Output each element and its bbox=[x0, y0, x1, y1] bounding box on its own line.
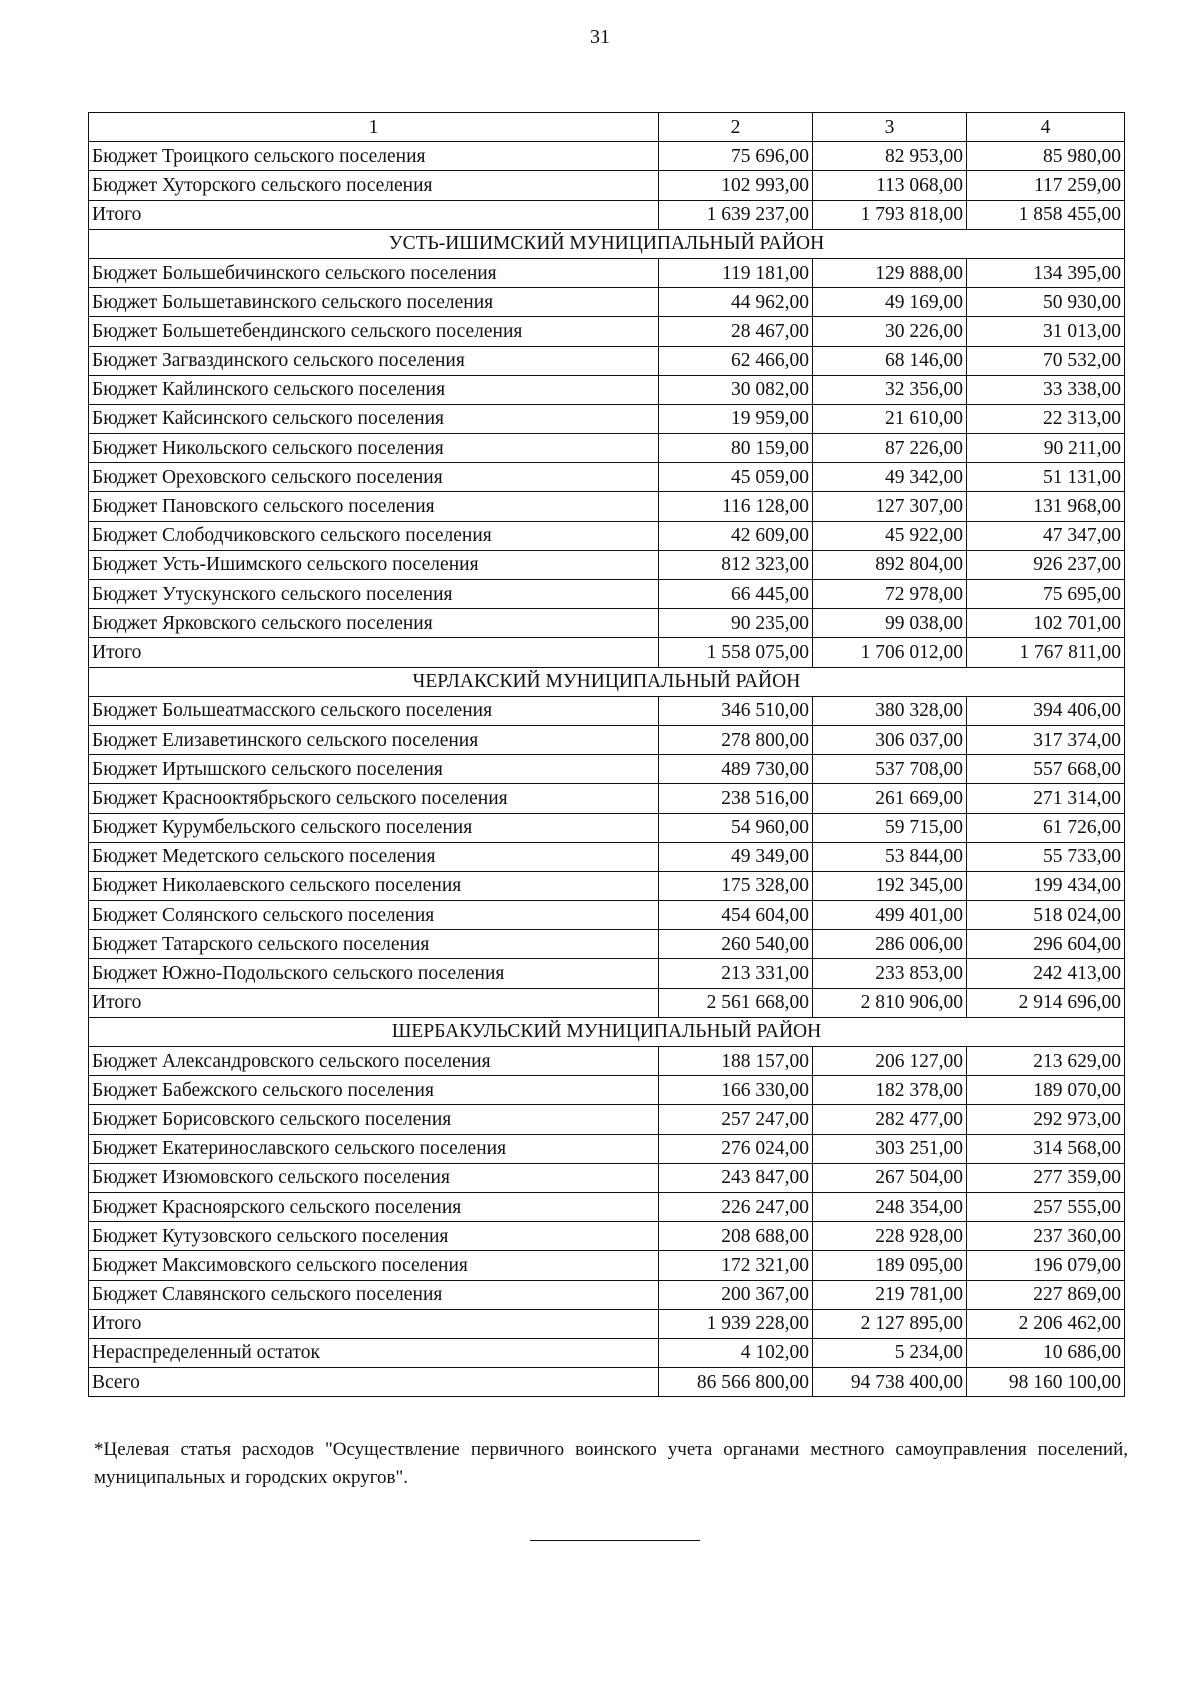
amount-cell: 208 688,00 bbox=[659, 1222, 813, 1251]
amount-cell: 200 367,00 bbox=[659, 1280, 813, 1309]
amount-cell: 117 259,00 bbox=[967, 171, 1125, 200]
table-row bbox=[89, 580, 1125, 609]
column-header: 1 bbox=[89, 113, 659, 142]
table-row bbox=[89, 1076, 1125, 1105]
section-row bbox=[89, 1017, 1125, 1046]
table-row bbox=[89, 1105, 1125, 1134]
amount-cell: 2 810 906,00 bbox=[813, 988, 967, 1017]
amount-cell: 812 323,00 bbox=[659, 550, 813, 579]
amount-cell: 1 767 811,00 bbox=[967, 638, 1125, 667]
amount-cell: 49 349,00 bbox=[659, 842, 813, 871]
amount-cell: 261 669,00 bbox=[813, 784, 967, 813]
amount-cell: 28 467,00 bbox=[659, 317, 813, 346]
amount-cell: 1 558 075,00 bbox=[659, 638, 813, 667]
amount-cell: 21 610,00 bbox=[813, 404, 967, 433]
budget-name-cell: Итого bbox=[89, 638, 659, 667]
amount-cell: 94 738 400,00 bbox=[813, 1368, 967, 1397]
amount-cell: 113 068,00 bbox=[813, 171, 967, 200]
amount-cell: 55 733,00 bbox=[967, 842, 1125, 871]
amount-cell: 42 609,00 bbox=[659, 521, 813, 550]
amount-cell: 5 234,00 bbox=[813, 1338, 967, 1367]
amount-cell: 98 160 100,00 bbox=[967, 1368, 1125, 1397]
amount-cell: 454 604,00 bbox=[659, 901, 813, 930]
amount-cell: 248 354,00 bbox=[813, 1192, 967, 1221]
amount-cell: 10 686,00 bbox=[967, 1338, 1125, 1367]
amount-cell: 199 434,00 bbox=[967, 871, 1125, 900]
amount-cell: 30 226,00 bbox=[813, 317, 967, 346]
amount-cell: 317 374,00 bbox=[967, 725, 1125, 754]
budget-name-cell: Бюджет Краснооктябрьского сельского поселения bbox=[89, 784, 659, 813]
amount-cell: 557 668,00 bbox=[967, 755, 1125, 784]
amount-cell: 1 939 228,00 bbox=[659, 1309, 813, 1338]
amount-cell: 257 247,00 bbox=[659, 1105, 813, 1134]
amount-cell: 85 980,00 bbox=[967, 142, 1125, 171]
section-row bbox=[89, 229, 1125, 258]
amount-cell: 226 247,00 bbox=[659, 1192, 813, 1221]
budget-name-cell: Бюджет Екатеринославского сельского поселения bbox=[89, 1134, 659, 1163]
amount-cell: 489 730,00 bbox=[659, 755, 813, 784]
amount-cell: 213 331,00 bbox=[659, 959, 813, 988]
table-row bbox=[89, 1192, 1125, 1221]
amount-cell: 44 962,00 bbox=[659, 288, 813, 317]
budget-name-cell: Бюджет Южно-Подольского сельского поселения bbox=[89, 959, 659, 988]
table-row bbox=[89, 696, 1125, 725]
amount-cell: 303 251,00 bbox=[813, 1134, 967, 1163]
closing-rule bbox=[530, 1540, 700, 1541]
budget-name-cell: Бюджет Кайлинского сельского поселения bbox=[89, 375, 659, 404]
budget-name-cell: Бюджет Татарского сельского поселения bbox=[89, 930, 659, 959]
amount-cell: 2 914 696,00 bbox=[967, 988, 1125, 1017]
table-row bbox=[89, 550, 1125, 579]
budget-name-cell: Бюджет Троицкого сельского поселения bbox=[89, 142, 659, 171]
table-row bbox=[89, 346, 1125, 375]
table-row bbox=[89, 142, 1125, 171]
table-row bbox=[89, 609, 1125, 638]
amount-cell: 80 159,00 bbox=[659, 434, 813, 463]
amount-cell: 32 356,00 bbox=[813, 375, 967, 404]
budget-name-cell: Бюджет Ярковского сельского поселения bbox=[89, 609, 659, 638]
amount-cell: 278 800,00 bbox=[659, 725, 813, 754]
amount-cell: 2 561 668,00 bbox=[659, 988, 813, 1017]
amount-cell: 189 095,00 bbox=[813, 1251, 967, 1280]
amount-cell: 31 013,00 bbox=[967, 317, 1125, 346]
table-row bbox=[89, 1163, 1125, 1192]
amount-cell: 66 445,00 bbox=[659, 580, 813, 609]
table-row bbox=[89, 375, 1125, 404]
budget-name-cell: Бюджет Пановского сельского поселения bbox=[89, 492, 659, 521]
table-row bbox=[89, 871, 1125, 900]
table-row bbox=[89, 813, 1125, 842]
amount-cell: 394 406,00 bbox=[967, 696, 1125, 725]
amount-cell: 892 804,00 bbox=[813, 550, 967, 579]
table-row bbox=[89, 901, 1125, 930]
budget-name-cell: Бюджет Большебичинского сельского поселения bbox=[89, 258, 659, 287]
amount-cell: 4 102,00 bbox=[659, 1338, 813, 1367]
amount-cell: 182 378,00 bbox=[813, 1076, 967, 1105]
amount-cell: 1 858 455,00 bbox=[967, 200, 1125, 229]
table-row bbox=[89, 492, 1125, 521]
budget-name-cell: Итого bbox=[89, 988, 659, 1017]
table-row bbox=[89, 1338, 1125, 1367]
amount-cell: 49 169,00 bbox=[813, 288, 967, 317]
budget-name-cell: Всего bbox=[89, 1368, 659, 1397]
amount-cell: 62 466,00 bbox=[659, 346, 813, 375]
column-header: 3 bbox=[813, 113, 967, 142]
table-row bbox=[89, 1280, 1125, 1309]
amount-cell: 292 973,00 bbox=[967, 1105, 1125, 1134]
column-header: 2 bbox=[659, 113, 813, 142]
amount-cell: 33 338,00 bbox=[967, 375, 1125, 404]
amount-cell: 206 127,00 bbox=[813, 1047, 967, 1076]
budget-name-cell: Бюджет Медетского сельского поселения bbox=[89, 842, 659, 871]
amount-cell: 238 516,00 bbox=[659, 784, 813, 813]
table-row bbox=[89, 755, 1125, 784]
budget-name-cell: Бюджет Ореховского сельского поселения bbox=[89, 463, 659, 492]
budget-name-cell: Бюджет Большетебендинского сельского поселения bbox=[89, 317, 659, 346]
table-row bbox=[89, 317, 1125, 346]
amount-cell: 166 330,00 bbox=[659, 1076, 813, 1105]
table-row bbox=[89, 1309, 1125, 1338]
budget-name-cell: Бюджет Борисовского сельского поселения bbox=[89, 1105, 659, 1134]
amount-cell: 260 540,00 bbox=[659, 930, 813, 959]
budget-table bbox=[88, 112, 1125, 1397]
budget-name-cell: Бюджет Александровского сельского поселения bbox=[89, 1047, 659, 1076]
amount-cell: 192 345,00 bbox=[813, 871, 967, 900]
amount-cell: 286 006,00 bbox=[813, 930, 967, 959]
amount-cell: 172 321,00 bbox=[659, 1251, 813, 1280]
budget-name-cell: Бюджет Максимовского сельского поселения bbox=[89, 1251, 659, 1280]
amount-cell: 86 566 800,00 bbox=[659, 1368, 813, 1397]
table-row bbox=[89, 434, 1125, 463]
section-title: ЧЕРЛАКСКИЙ МУНИЦИПАЛЬНЫЙ РАЙОН bbox=[89, 667, 1125, 696]
amount-cell: 537 708,00 bbox=[813, 755, 967, 784]
budget-name-cell: Бюджет Изюмовского сельского поселения bbox=[89, 1163, 659, 1192]
amount-cell: 499 401,00 bbox=[813, 901, 967, 930]
budget-name-cell: Итого bbox=[89, 1309, 659, 1338]
amount-cell: 45 922,00 bbox=[813, 521, 967, 550]
amount-cell: 237 360,00 bbox=[967, 1222, 1125, 1251]
amount-cell: 59 715,00 bbox=[813, 813, 967, 842]
amount-cell: 2 206 462,00 bbox=[967, 1309, 1125, 1338]
table-row bbox=[89, 1222, 1125, 1251]
budget-name-cell: Бюджет Курумбельского сельского поселения bbox=[89, 813, 659, 842]
amount-cell: 99 038,00 bbox=[813, 609, 967, 638]
budget-name-cell: Бюджет Николаевского сельского поселения bbox=[89, 871, 659, 900]
amount-cell: 346 510,00 bbox=[659, 696, 813, 725]
amount-cell: 233 853,00 bbox=[813, 959, 967, 988]
amount-cell: 45 059,00 bbox=[659, 463, 813, 492]
table-row bbox=[89, 288, 1125, 317]
table-row bbox=[89, 930, 1125, 959]
amount-cell: 54 960,00 bbox=[659, 813, 813, 842]
budget-name-cell: Бюджет Никольского сельского поселения bbox=[89, 434, 659, 463]
amount-cell: 314 568,00 bbox=[967, 1134, 1125, 1163]
table-row bbox=[89, 404, 1125, 433]
budget-name-cell: Итого bbox=[89, 200, 659, 229]
amount-cell: 296 604,00 bbox=[967, 930, 1125, 959]
amount-cell: 196 079,00 bbox=[967, 1251, 1125, 1280]
budget-name-cell: Бюджет Елизаветинского сельского поселения bbox=[89, 725, 659, 754]
amount-cell: 271 314,00 bbox=[967, 784, 1125, 813]
table-row bbox=[89, 1134, 1125, 1163]
column-header: 4 bbox=[967, 113, 1125, 142]
amount-cell: 49 342,00 bbox=[813, 463, 967, 492]
amount-cell: 82 953,00 bbox=[813, 142, 967, 171]
amount-cell: 175 328,00 bbox=[659, 871, 813, 900]
amount-cell: 102 701,00 bbox=[967, 609, 1125, 638]
budget-name-cell: Бюджет Бабежского сельского поселения bbox=[89, 1076, 659, 1105]
budget-name-cell: Бюджет Загваздинского сельского поселения bbox=[89, 346, 659, 375]
table-row bbox=[89, 1047, 1125, 1076]
budget-name-cell: Бюджет Большеатмасского сельского поселения bbox=[89, 696, 659, 725]
amount-cell: 22 313,00 bbox=[967, 404, 1125, 433]
table-header-row bbox=[89, 113, 1125, 142]
amount-cell: 282 477,00 bbox=[813, 1105, 967, 1134]
amount-cell: 61 726,00 bbox=[967, 813, 1125, 842]
amount-cell: 51 131,00 bbox=[967, 463, 1125, 492]
table-row bbox=[89, 171, 1125, 200]
amount-cell: 1 639 237,00 bbox=[659, 200, 813, 229]
amount-cell: 267 504,00 bbox=[813, 1163, 967, 1192]
budget-name-cell: Бюджет Утускунского сельского поселения bbox=[89, 580, 659, 609]
amount-cell: 90 211,00 bbox=[967, 434, 1125, 463]
amount-cell: 518 024,00 bbox=[967, 901, 1125, 930]
budget-name-cell: Бюджет Солянского сельского поселения bbox=[89, 901, 659, 930]
amount-cell: 276 024,00 bbox=[659, 1134, 813, 1163]
amount-cell: 228 928,00 bbox=[813, 1222, 967, 1251]
amount-cell: 277 359,00 bbox=[967, 1163, 1125, 1192]
budget-name-cell: Бюджет Славянского сельского поселения bbox=[89, 1280, 659, 1309]
amount-cell: 1 706 012,00 bbox=[813, 638, 967, 667]
amount-cell: 75 696,00 bbox=[659, 142, 813, 171]
amount-cell: 127 307,00 bbox=[813, 492, 967, 521]
budget-name-cell: Бюджет Большетавинского сельского поселения bbox=[89, 288, 659, 317]
budget-name-cell: Бюджет Слободчиковского сельского поселения bbox=[89, 521, 659, 550]
table-row bbox=[89, 725, 1125, 754]
footnote: *Целевая статья расходов "Осуществление первичного воинского учета органами местного самоуправления поселений, муниципальных и городских округов". bbox=[94, 1439, 1128, 1488]
table-row bbox=[89, 959, 1125, 988]
section-row bbox=[89, 667, 1125, 696]
section-title: УСТЬ-ИШИМСКИЙ МУНИЦИПАЛЬНЫЙ РАЙОН bbox=[89, 229, 1125, 258]
amount-cell: 131 968,00 bbox=[967, 492, 1125, 521]
amount-cell: 2 127 895,00 bbox=[813, 1309, 967, 1338]
budget-name-cell: Бюджет Кайсинского сельского поселения bbox=[89, 404, 659, 433]
amount-cell: 189 070,00 bbox=[967, 1076, 1125, 1105]
table-row bbox=[89, 258, 1125, 287]
amount-cell: 134 395,00 bbox=[967, 258, 1125, 287]
section-title: ШЕРБАКУЛЬСКИЙ МУНИЦИПАЛЬНЫЙ РАЙОН bbox=[89, 1017, 1125, 1046]
amount-cell: 75 695,00 bbox=[967, 580, 1125, 609]
table-row bbox=[89, 784, 1125, 813]
amount-cell: 129 888,00 bbox=[813, 258, 967, 287]
page-number: 31 bbox=[590, 26, 610, 48]
amount-cell: 242 413,00 bbox=[967, 959, 1125, 988]
table-row bbox=[89, 1368, 1125, 1397]
amount-cell: 90 235,00 bbox=[659, 609, 813, 638]
amount-cell: 70 532,00 bbox=[967, 346, 1125, 375]
amount-cell: 87 226,00 bbox=[813, 434, 967, 463]
amount-cell: 30 082,00 bbox=[659, 375, 813, 404]
amount-cell: 102 993,00 bbox=[659, 171, 813, 200]
amount-cell: 257 555,00 bbox=[967, 1192, 1125, 1221]
table-row bbox=[89, 1251, 1125, 1280]
table-row bbox=[89, 842, 1125, 871]
amount-cell: 926 237,00 bbox=[967, 550, 1125, 579]
amount-cell: 68 146,00 bbox=[813, 346, 967, 375]
budget-name-cell: Бюджет Хуторского сельского поселения bbox=[89, 171, 659, 200]
amount-cell: 1 793 818,00 bbox=[813, 200, 967, 229]
amount-cell: 380 328,00 bbox=[813, 696, 967, 725]
budget-name-cell: Нераспределенный остаток bbox=[89, 1338, 659, 1367]
table-row bbox=[89, 988, 1125, 1017]
amount-cell: 306 037,00 bbox=[813, 725, 967, 754]
budget-name-cell: Бюджет Красноярского сельского поселения bbox=[89, 1192, 659, 1221]
amount-cell: 243 847,00 bbox=[659, 1163, 813, 1192]
amount-cell: 213 629,00 bbox=[967, 1047, 1125, 1076]
amount-cell: 219 781,00 bbox=[813, 1280, 967, 1309]
amount-cell: 50 930,00 bbox=[967, 288, 1125, 317]
budget-name-cell: Бюджет Иртышского сельского поселения bbox=[89, 755, 659, 784]
amount-cell: 47 347,00 bbox=[967, 521, 1125, 550]
table-row bbox=[89, 638, 1125, 667]
budget-name-cell: Бюджет Усть-Ишимского сельского поселения bbox=[89, 550, 659, 579]
amount-cell: 119 181,00 bbox=[659, 258, 813, 287]
amount-cell: 53 844,00 bbox=[813, 842, 967, 871]
amount-cell: 227 869,00 bbox=[967, 1280, 1125, 1309]
amount-cell: 116 128,00 bbox=[659, 492, 813, 521]
table-row bbox=[89, 200, 1125, 229]
table-row bbox=[89, 521, 1125, 550]
amount-cell: 188 157,00 bbox=[659, 1047, 813, 1076]
budget-name-cell: Бюджет Кутузовского сельского поселения bbox=[89, 1222, 659, 1251]
amount-cell: 19 959,00 bbox=[659, 404, 813, 433]
amount-cell: 72 978,00 bbox=[813, 580, 967, 609]
table-row bbox=[89, 463, 1125, 492]
